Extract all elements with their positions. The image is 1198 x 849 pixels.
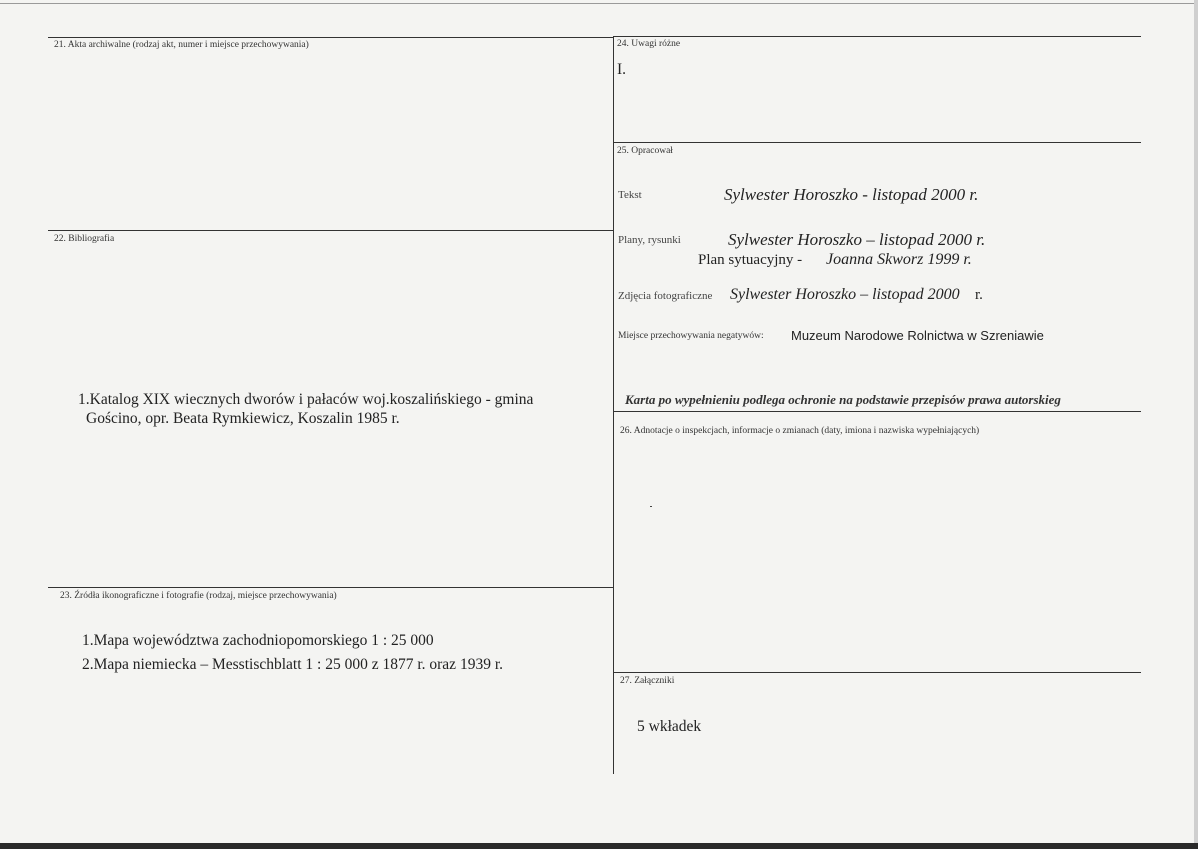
- site-plan-value: Joanna Skworz 1999 r.: [826, 251, 972, 268]
- section-21-label: 21. Akta archiwalne (rodzaj akt, numer i miejsce przechowywania): [54, 40, 309, 50]
- page-bottom-edge: [0, 843, 1198, 849]
- center-divider: [613, 36, 614, 774]
- photos-label: Zdjęcia fotograficzne: [618, 290, 713, 302]
- page-top-edge: [0, 3, 1198, 4]
- source-item-2: 2.Mapa niemiecka – Messtischblatt 1 : 25 000 z 1877 r. oraz 1939 r.: [82, 656, 503, 673]
- section-23-label: 23. Źródła ikonograficzne i fotografie (rodzaj, miejsce przechowywania): [60, 591, 337, 601]
- section-22-label: 22. Bibliografia: [54, 234, 115, 244]
- bibliography-line-2: Gościno, opr. Beata Rymkiewicz, Koszalin 1985 r.: [86, 410, 400, 427]
- photos-suffix: r.: [975, 287, 983, 303]
- bibliography-line-1: 1.Katalog XIX wiecznych dworów i pałaców woj.koszalińskiego - gmina: [78, 391, 534, 408]
- top-rule-right: [613, 36, 1141, 37]
- photos-value: Sylwester Horoszko – listopad 2000: [730, 286, 960, 303]
- rule-above-22: [48, 230, 613, 231]
- rule-above-26: [613, 411, 1141, 412]
- text-author-label: Tekst: [618, 189, 642, 201]
- negatives-location-value: Muzeum Narodowe Rolnictwa w Szreniawie: [791, 328, 1044, 343]
- rule-above-23: [48, 587, 613, 588]
- attachments-value: 5 wkładek: [637, 718, 702, 735]
- section-24-label: 24. Uwagi różne: [617, 39, 681, 49]
- section-27-label: 27. Załączniki: [620, 676, 675, 686]
- drawings-value: Sylwester Horoszko – listopad 2000 r.: [728, 230, 986, 249]
- negatives-location-label: Miejsce przechowywania negatywów:: [618, 331, 764, 341]
- top-rule-left: [48, 37, 613, 38]
- drawings-label: Plany, rysunki: [618, 234, 681, 246]
- site-plan-label: Plan sytuacyjny -: [698, 252, 803, 268]
- page-right-edge: [1194, 0, 1198, 849]
- remarks-value: I.: [617, 61, 627, 78]
- rule-above-25: [613, 142, 1141, 143]
- text-author-value: Sylwester Horoszko - listopad 2000 r.: [724, 185, 979, 204]
- copyright-note: Karta po wypełnieniu podlega ochronie na podstawie przepisów prawa autorskieg: [625, 392, 1061, 407]
- stray-mark: [650, 506, 652, 507]
- source-item-1: 1.Mapa województwa zachodniopomorskiego 1 : 25 000: [82, 632, 434, 649]
- section-25-label: 25. Opracował: [617, 146, 673, 156]
- section-26-label: 26. Adnotacje o inspekcjach, informacje o zmianach (daty, imiona i nazwiska wypełniających): [620, 426, 980, 436]
- rule-above-27: [613, 672, 1141, 673]
